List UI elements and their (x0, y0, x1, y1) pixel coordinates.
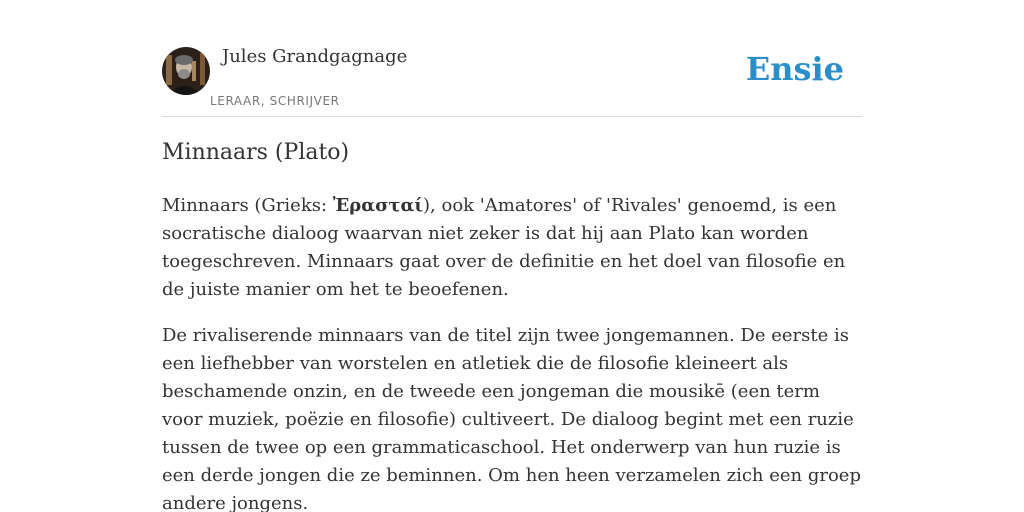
author-header (162, 44, 862, 117)
author-role: LERAAR, SCHRIJVER (210, 94, 340, 108)
greek-term: Ἐρασταί (332, 195, 424, 216)
avatar-image (162, 47, 210, 95)
paragraph-1 (162, 192, 862, 304)
paragraph-1-rest: ), ook 'Amatores' of 'Rivales' genoemd, is een socratische dialoog waarvan niet zeker is dat hij aan Plato kan worden toegeschreven. Minnaars gaat over de definitie en het doel van filosofie en de juiste manier om het te beoefenen. (162, 195, 846, 300)
paragraph-1-start: Minnaars (Grieks: (162, 195, 333, 216)
paragraph-2: De rivaliserende minnaars van de titel zijn twee jongemannen. De eerste is een liefhebber van worstelen en atletiek die de filosofie kleineert als beschamende onzin, en de tweede een jongeman die mousikē (een term voor muziek, poëzie en filosofie) cultiveert. De dialoog begint met een ruzie tussen de twee op een grammaticaschool. Het onderwerp van hun ruzie is een derde jongen die ze beminnen. Om hen heen verzamelen zich een groep andere jongens. (162, 325, 861, 512)
article-body (162, 192, 862, 512)
author-name[interactable]: Jules Grandgagnage (222, 46, 408, 67)
brand-logo[interactable]: Ensie (745, 50, 844, 88)
avatar[interactable] (162, 47, 210, 95)
article-title: Minnaars (Plato) (162, 140, 350, 165)
